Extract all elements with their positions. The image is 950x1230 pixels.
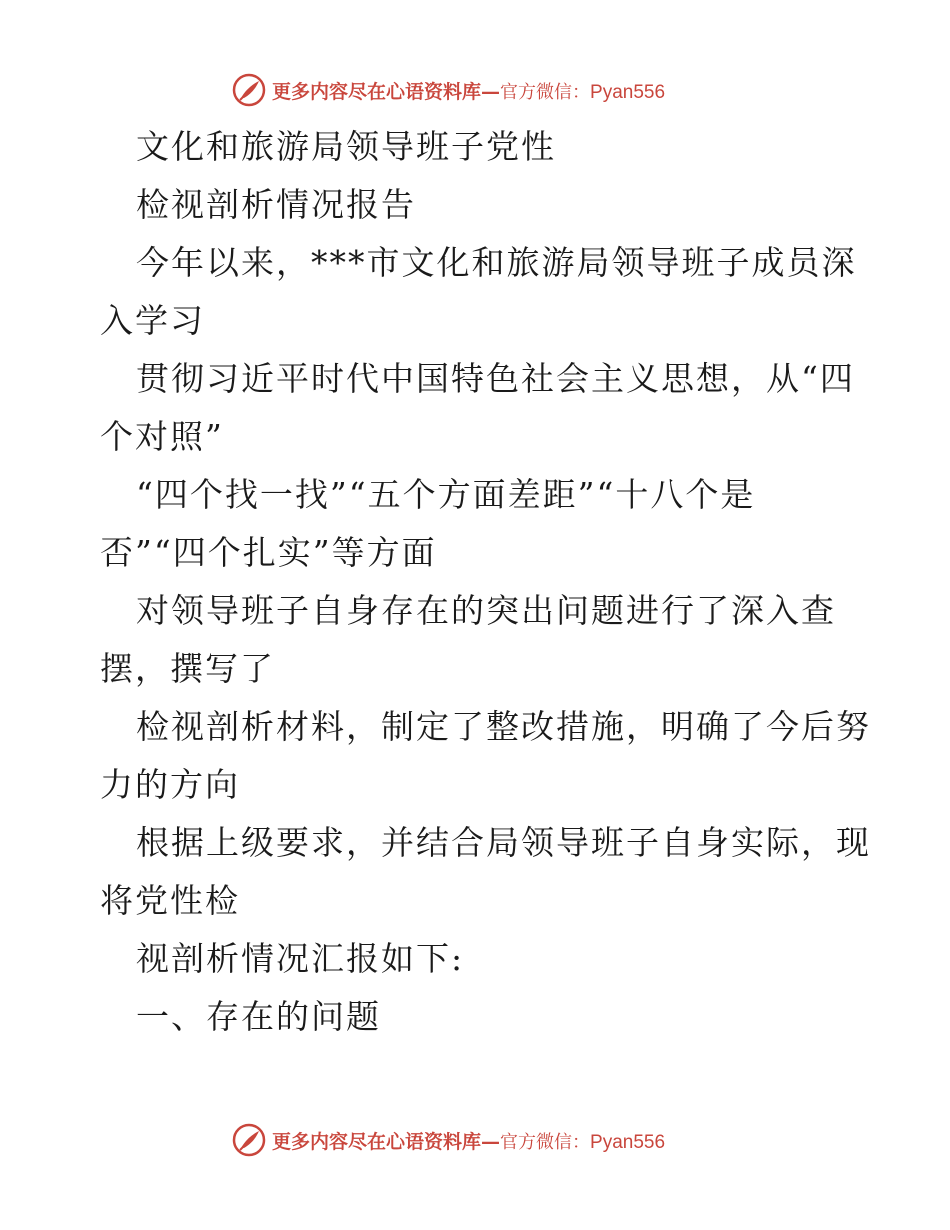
paragraph-line: 否”“四个扎实”等方面 [100, 533, 437, 572]
paragraph-line: 今年以来，***市文化和旅游局领导班子成员深 [136, 243, 857, 282]
paragraph-line: 个对照” [100, 417, 224, 456]
quill-logo-icon [232, 73, 266, 107]
watermark-handle: Pyan556 [590, 81, 666, 103]
title-line-2: 检视剖析情况报告 [136, 185, 416, 224]
watermark-dash: — [481, 80, 501, 103]
header-watermark [232, 72, 752, 108]
watermark-dash: — [481, 1130, 501, 1153]
watermark-official: 官方微信： [500, 1131, 591, 1153]
watermark-main: 更多内容尽在心语资料库 [272, 1130, 482, 1153]
paragraph-line: 摆，撰写了 [100, 649, 275, 688]
title-line-1: 文化和旅游局领导班子党性 [136, 127, 556, 166]
watermark-main: 更多内容尽在心语资料库 [272, 80, 482, 103]
section-heading: 一、存在的问题 [136, 997, 381, 1036]
paragraph-line: 视剖析情况汇报如下: [136, 939, 465, 978]
paragraph-line: 检视剖析材料，制定了整改措施，明确了今后努 [136, 707, 871, 746]
quill-logo-icon [232, 1123, 266, 1157]
paragraph-line: 力的方向 [100, 765, 240, 804]
document-body [100, 118, 871, 1046]
watermark-text [272, 77, 665, 104]
watermark-official: 官方微信： [500, 81, 591, 103]
watermark-handle: Pyan556 [590, 1131, 666, 1153]
footer-watermark [232, 1122, 752, 1158]
paragraph-line: 根据上级要求，并结合局领导班子自身实际，现 [136, 823, 871, 862]
paragraph-line: 贯彻习近平时代中国特色社会主义思想，从“四 [136, 359, 855, 398]
paragraph-line: 入学习 [100, 301, 205, 340]
paragraph-line: “四个找一找”“五个方面差距”“十八个是 [136, 475, 756, 514]
paragraph-line: 将党性检 [100, 881, 240, 920]
paragraph-line: 对领导班子自身存在的突出问题进行了深入查 [136, 591, 836, 630]
watermark-text [272, 1127, 665, 1154]
